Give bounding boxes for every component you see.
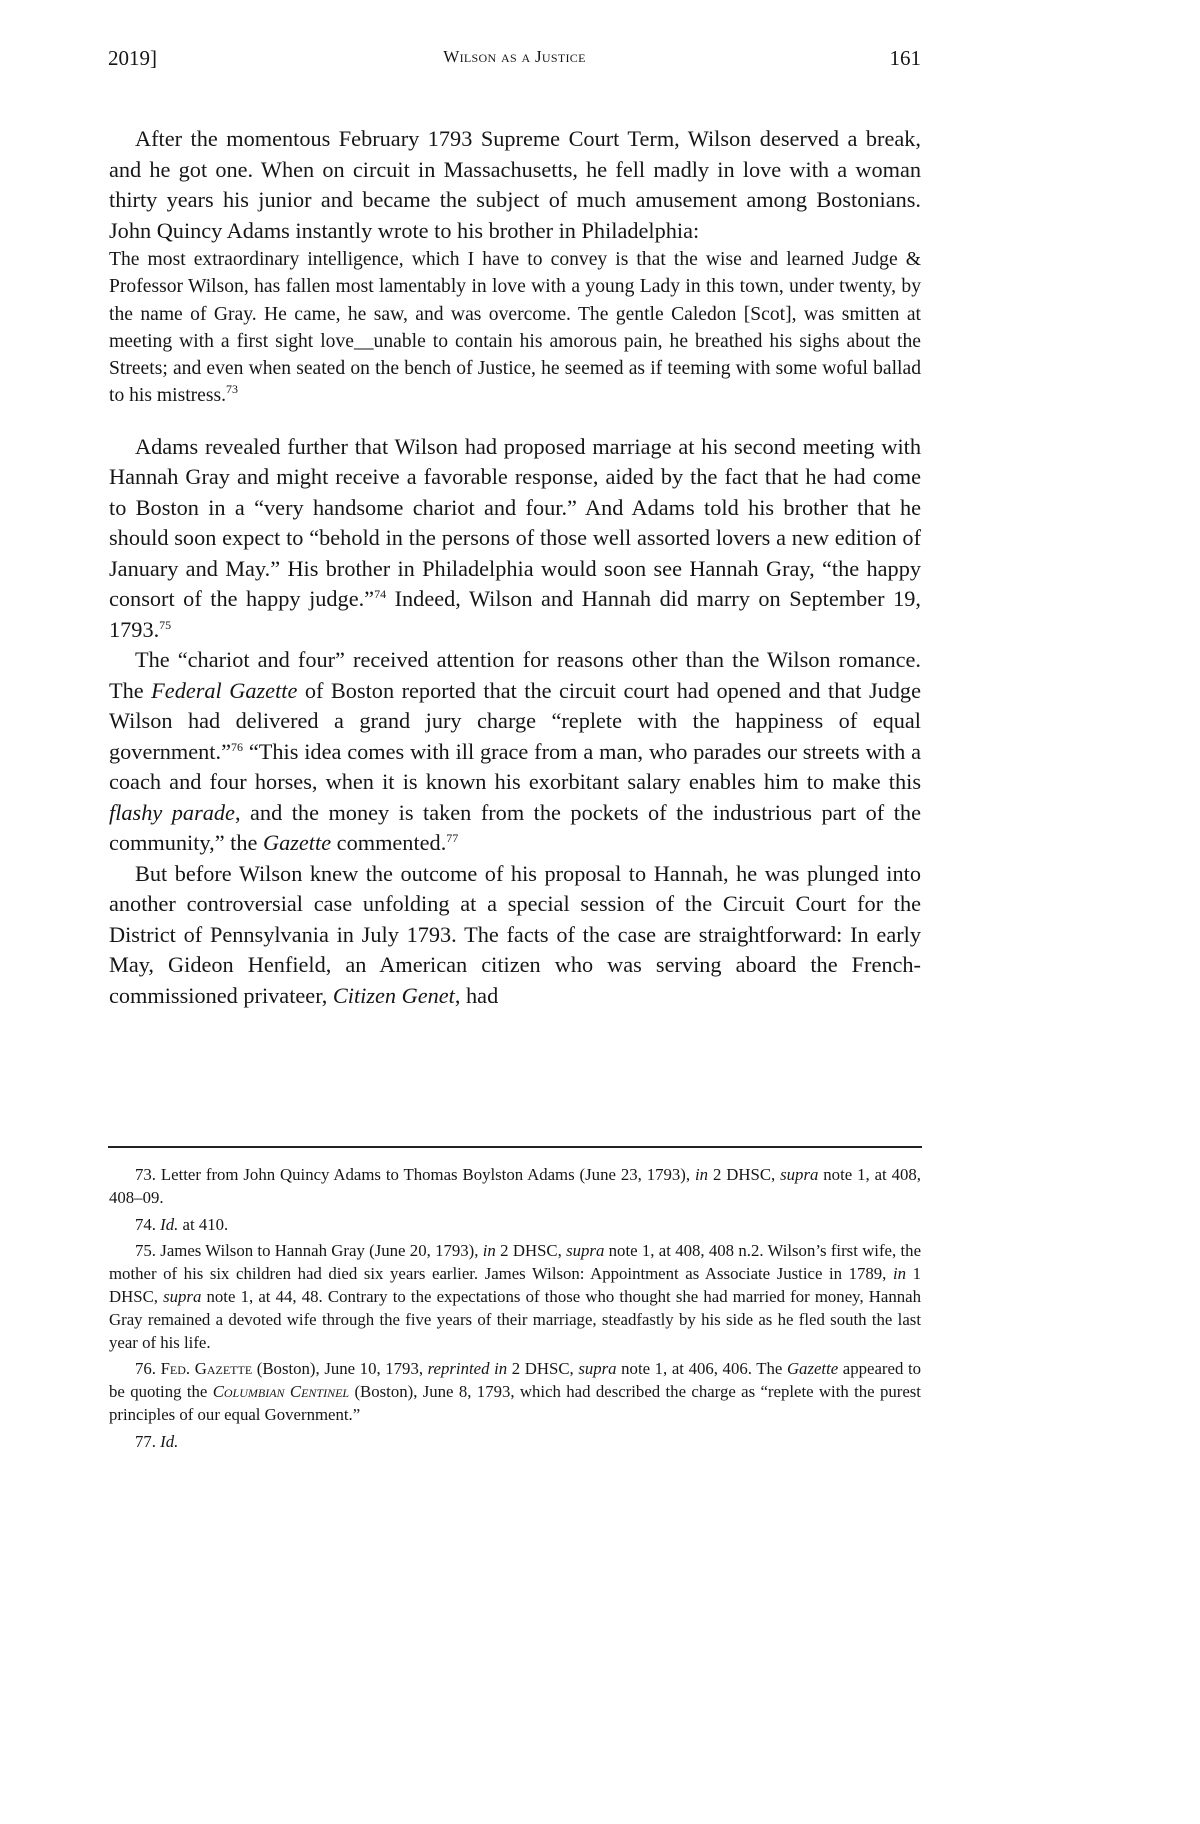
running-header — [108, 46, 921, 76]
paragraph-1: After the momentous February 1793 Supreme Court Term, Wilson deserved a break, and he got one. When on circuit in Massachusetts, he fell madly in love with a woman thirty years his junior and became the subject of much amusement among Bostonians. John Quincy Adams instantly wrote to his brother in Philadelphia: — [109, 126, 921, 243]
paragraph-2: Adams revealed further that Wilson had proposed marriage at his second meeting with Hannah Gray and might receive a favorable response, aided by the fact that he had come to Boston in a “very handsome chariot and four.” And Adams told his brother that he should soon expect to “behold in the persons of those well assorted lovers a new edition of January and May.” His brother in Philadelphia would soon see Hannah Gray, “the happy consort of the happy judge.”$^{74}$ Indeed, Wilson and Hannah did marry on September 19, 1793.75 — [109, 433, 921, 642]
page-number: 161 — [889, 46, 921, 70]
footnote-74: 74. Id. at 410. — [135, 1214, 229, 1234]
footnote-76: 76. Fed. Gazette (Boston), June 10, 1793, reprinted in 2 DHSC, supra note 1, at 406, 406. The Gazette appeared to be quoting the Columbian Centinel (Boston), June 8, 1793, which had described the charge as “replete with the purest principles of our equal Government.” — [109, 1359, 922, 1424]
block-quote — [109, 246, 921, 410]
main-text — [109, 124, 921, 1011]
paragraph-4: But before Wilson knew the outcome of his proposal to Hannah, he was plunged into another controversial case unfolding at a special session of the Circuit Court for the District of Pennsylvania in July 1793. The facts of the case are straightforward: In early May, Gideon Henfield, an American citizen who was serving aboard the French-commissioned privateer, Citizen Genet, had — [109, 860, 921, 1008]
volume-year: 2019] — [108, 46, 157, 70]
footnote-ref: 73 — [226, 382, 239, 397]
footnote-73: 73. Letter from John Quincy Adams to Thomas Boylston Adams (June 23, 1793), in 2 DHSC, supra note 1, at 408, 408–09. — [109, 1165, 921, 1207]
quote-text: The most extraordinary intelligence, which I have to convey is that the wise and learned Judge & Professor Wilson, has fallen most lamentably in love with a young Lady in this town, under twenty, by the name of Gray. He came, he saw, and was overcome. The gentle Caledon [Scot], was smitten at meeting with a first sight love__unable to contain his amorous pain, he breathed his sighs about the Streets; and even when seated on the bench of Justice, he seemed as if teeming with some woful ballad to his mistress. — [109, 249, 921, 407]
footnotes — [109, 1164, 921, 1458]
footnote-ref: 76 — [230, 739, 243, 754]
footnote-ref: 75 — [159, 617, 172, 632]
paragraph-3: The “chariot and four” received attention for reasons other than the Wilson romance. The Federal Gazette of Boston reported that the circuit court had opened and that Judge Wilson had delivered a grand jury charge “replete with the happiness of equal government.”$^{76}$ “This idea comes with ill grace from a man, who parades our streets with a coach and four horses, when it is known his exorbitant salary enables him to make this flashy parade, and the money is taken from the pockets of the industrious part of the community,” the Gazette commented.$^{77}$ — [109, 647, 921, 856]
running-title: Wilson as a Justice — [443, 47, 586, 66]
footnote-ref: 74 — [374, 587, 387, 602]
footnote-75: 75. James Wilson to Hannah Gray (June 20, 1793), in 2 DHSC, supra note 1, at 408, 408 n.2. Wilson’s first wife, the mother of his six children had died six years earlier. James Wilson: Appointment as Associate Justice in 1789, in 1 DHSC, supra note 1, at 44, 48. Contrary to the expectations of those who thought she had married for money, Hannah Gray remained a devoted wife through the five years of their marriage, steadfastly by his side as he fled south the last year of his life. — [109, 1241, 922, 1352]
footnote-77: 77. Id. — [135, 1431, 179, 1451]
footnote-ref: 77 — [446, 831, 459, 846]
footnote-divider — [108, 1146, 922, 1148]
